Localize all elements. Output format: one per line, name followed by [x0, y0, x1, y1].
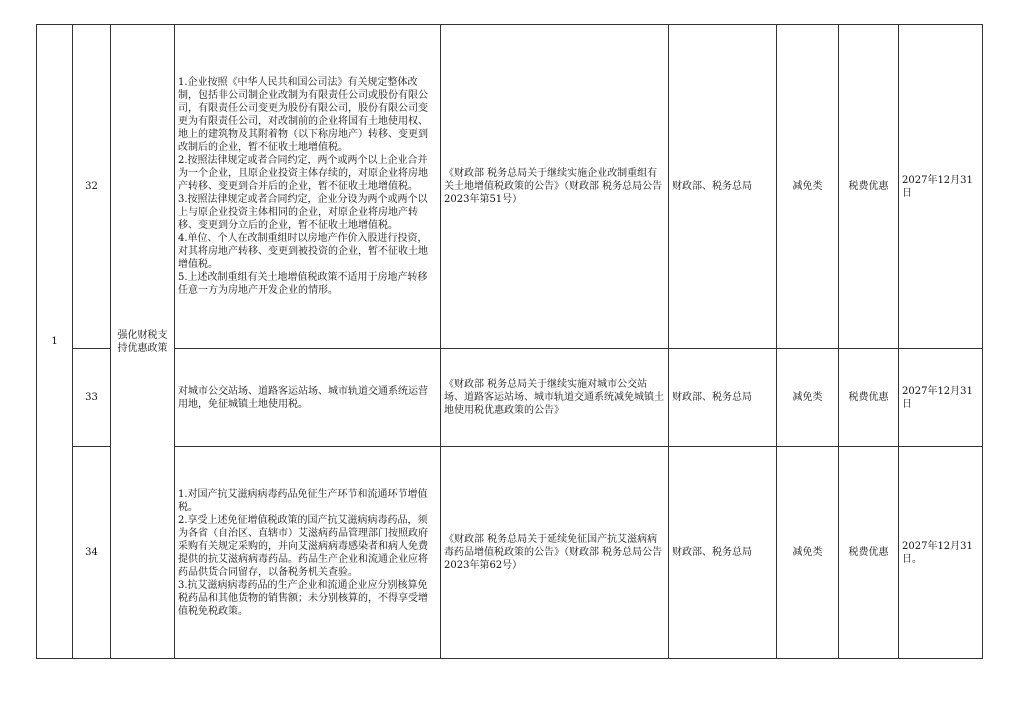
content-item: 1.对国产抗艾滋病病毒药品免征生产环节和流通环节增值税。 — [178, 488, 428, 513]
content-item: 2.享受上述免征增值税政策的国产抗艾滋病病毒药品，须为各省（自治区、直辖市）艾滋病药品管理部门按照政府采购有关规定采购的，并向艾滋病病毒感染者和病人免费提供的抗艾滋病病毒药品。药品生产企业和流通企业应将药品供货合同留存，以备税务机关查验。 — [178, 514, 428, 578]
content-cell — [175, 25, 441, 349]
content-item: 对城市公交站场、道路客运站场、城市轨道交通系统运营用地，免征城镇土地使用税。 — [178, 385, 428, 410]
content-item: 2.按照法律规定或者合同约定，两个或两个以上企业合并为一个企业，且原企业投资主体存续的，对原企业将房地产转移、变更到合并后的企业，暂不征收土地增值税。 — [178, 155, 428, 192]
type-cell: 减免类 — [777, 349, 839, 447]
content-item: 3.抗艾滋病病毒药品的生产企业和流通企业应分别核算免税药品和其他货物的销售额；未分别核算的，不得享受增值税免税政策。 — [178, 579, 428, 617]
deadline-cell: 2027年12月31日 — [899, 25, 983, 349]
content-cell — [175, 349, 441, 447]
table-row — [37, 349, 983, 447]
table-row — [37, 447, 983, 659]
policy-table — [36, 24, 983, 659]
table-row — [37, 25, 983, 349]
deadline-cell: 2027年12月31日 — [899, 349, 983, 447]
kind-cell: 税费优惠 — [839, 25, 899, 349]
content-cell — [175, 447, 441, 659]
row-number: 32 — [73, 25, 111, 349]
content-item: 5.上述改制重组有关土地增值税政策不适用于房地产转移任意一方为房地产开发企业的情形。 — [178, 272, 428, 296]
department-cell: 财政部、税务总局 — [669, 447, 777, 659]
row-number: 33 — [73, 349, 111, 447]
row-number: 34 — [73, 447, 111, 659]
kind-cell: 税费优惠 — [839, 349, 899, 447]
group-number: 1 — [37, 25, 73, 659]
content-item: 4.单位、个人在改制重组时以房地产作价入股进行投资，对其将房地产转移、变更到被投资的企业，暂不征收土地增值税。 — [178, 233, 428, 270]
kind-cell: 税费优惠 — [839, 447, 899, 659]
content-item: 1.企业按照《中华人民共和国公司法》有关规定整体改制，包括非公司制企业改制为有限责任公司或股份有限公司，有限责任公司变更为股份有限公司，股份有限公司变更为有限责任公司，对改制前的企业将国有土地使用权、地上的建筑物及其附着物（以下称房地产）转移、变更到改制后的企业，暂不征收土地增值税。 — [178, 77, 428, 153]
deadline-cell: 2027年12月31日。 — [899, 447, 983, 659]
type-cell: 减免类 — [777, 447, 839, 659]
policy-basis: 《财政部 税务总局关于继续实施企业改制重组有关土地增值税政策的公告》（财政部 税务总局公告2023年第51号） — [441, 25, 669, 349]
category-cell: 强化财税支持优惠政策 — [111, 25, 175, 659]
policy-basis: 《财政部 税务总局关于继续实施对城市公交站场、道路客运站场、城市轨道交通系统减免城镇土地使用税优惠政策的公告》 — [441, 349, 669, 447]
department-cell: 财政部、税务总局 — [669, 25, 777, 349]
content-item: 3.按照法律规定或者合同约定，企业分设为两个或两个以上与原企业投资主体相同的企业，对原企业将房地产转移、变更到分立后的企业，暂不征收土地增值税。 — [178, 194, 428, 231]
type-cell: 减免类 — [777, 25, 839, 349]
department-cell: 财政部、税务总局 — [669, 349, 777, 447]
policy-basis: 《财政部 税务总局关于延续免征国产抗艾滋病病毒药品增值税政策的公告》（财政部 税务总局公告2023年第62号） — [441, 447, 669, 659]
